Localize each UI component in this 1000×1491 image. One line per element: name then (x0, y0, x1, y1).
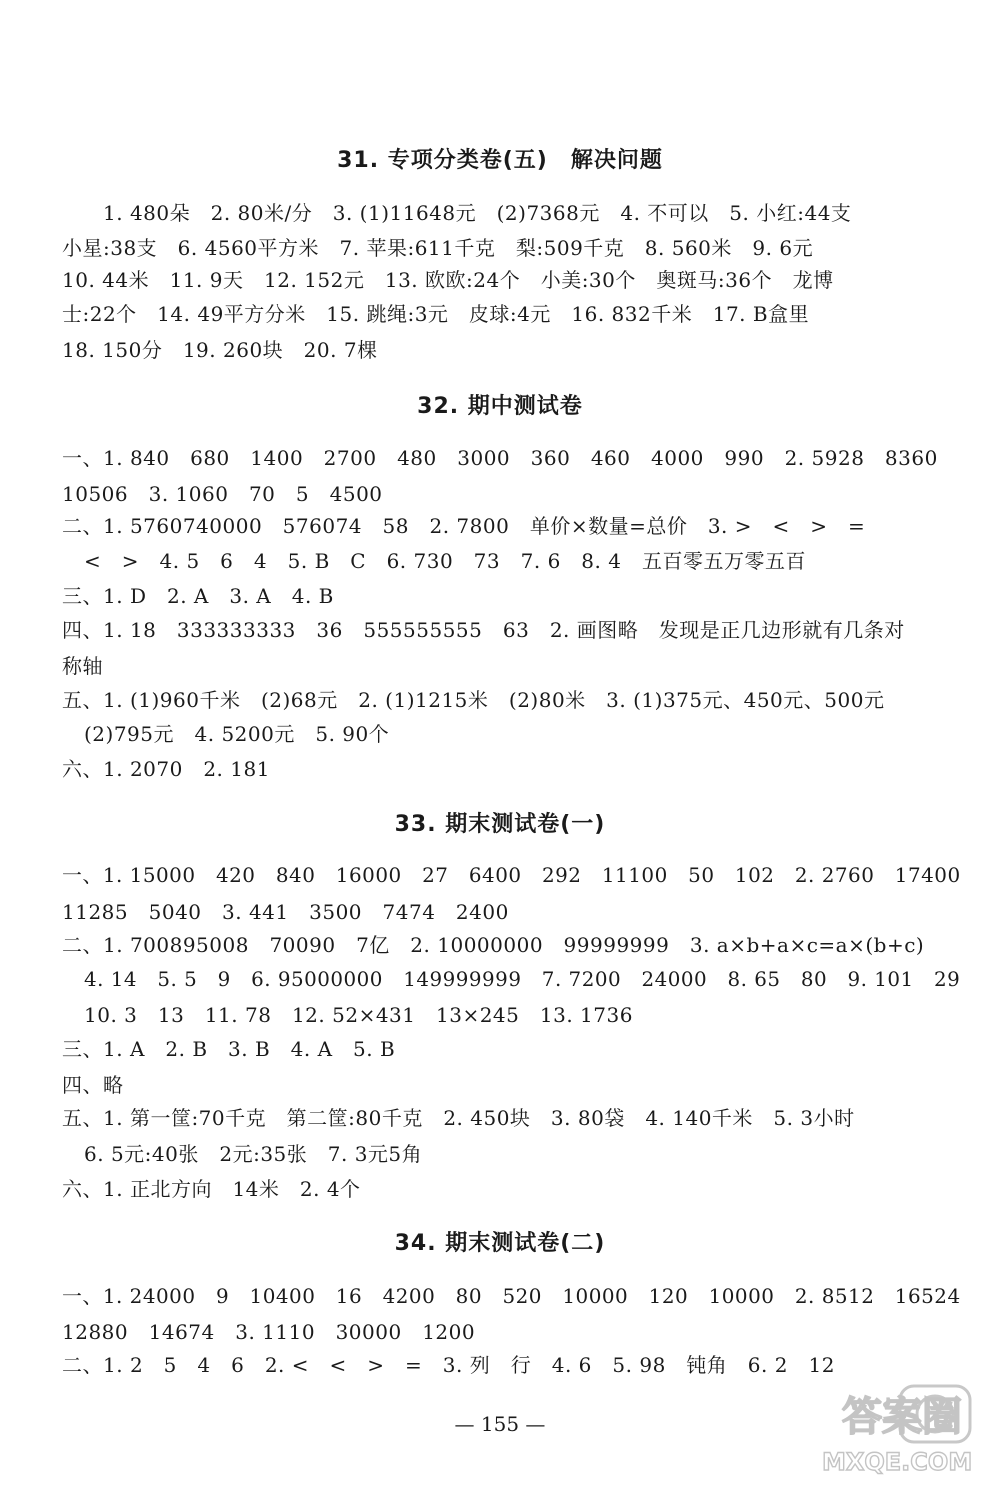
answer-line: 10. 3 13 11. 78 12. 52×431 13×245 13. 1736 (84, 1003, 633, 1027)
answer-line: 1. 480朵 2. 80米/分 3. (1)11648元 (2)7368元 4. 不可以 5. 小红:44支 (103, 201, 852, 225)
section-title: 33. 期末测试卷(一) (394, 812, 606, 837)
answer-line: 四、1. 18 333333333 36 555555555 63 2. 画图略 发现是正几边形就有几条对 (62, 618, 905, 642)
answer-line: 六、1. 2070 2. 181 (62, 757, 270, 781)
page-number: — 155 — (454, 1412, 546, 1436)
answer-line: 10. 44米 11. 9天 12. 152元 13. 欧欧:24个 小美:30个 奥斑马:36个 龙博 (62, 268, 834, 292)
answer-line: 二、1. 2 5 4 6 2. < < > = 3. 列 行 4. 6 5. 98 钝角 6. 2 12 (62, 1353, 835, 1377)
answer-line: (2)795元 4. 5200元 5. 90个 (84, 722, 390, 746)
section-title: 32. 期中测试卷 (417, 394, 583, 419)
answer-line: 六、1. 正北方向 14米 2. 4个 (62, 1177, 361, 1201)
answer-line: 6. 5元:40张 2元:35张 7. 3元5角 (84, 1142, 423, 1166)
svg-text:MXQE.COM: MXQE.COM (822, 1448, 973, 1476)
answer-line: 12880 14674 3. 1110 30000 1200 (62, 1320, 476, 1344)
answer-line: 二、1. 5760740000 576074 58 2. 7800 单价×数量=总价 3. > < > = (62, 514, 866, 538)
answer-line: 一、1. 15000 420 840 16000 27 6400 292 11100 50 102 2. 2760 17400 (62, 863, 961, 887)
answer-line: 二、1. 700895008 70090 7亿 2. 10000000 99999999 3. a×b+a×c=a×(b+c) (62, 933, 925, 957)
answer-line: 士:22个 14. 49平方分米 15. 跳绳:3元 皮球:4元 16. 832千米 17. B盒里 (62, 302, 810, 326)
answer-line: 一、1. 24000 9 10400 16 4200 80 520 10000 120 10000 2. 8512 16524 (62, 1284, 961, 1308)
watermark-logo (782, 1382, 982, 1477)
answer-line: 五、1. (1)960千米 (2)68元 2. (1)1215米 (2)80米 3. (1)375元、450元、500元 (62, 688, 885, 712)
answer-line: 三、1. D 2. A 3. A 4. B (62, 584, 334, 608)
watermark-logo-icon (782, 1382, 982, 1477)
section-title: 31. 专项分类卷(五) 解决问题 (337, 148, 663, 173)
answer-line: 11285 5040 3. 441 3500 7474 2400 (62, 900, 509, 924)
answer-line: 四、略 (62, 1073, 124, 1097)
answer-line: 4. 14 5. 5 9 6. 95000000 149999999 7. 7200 24000 8. 65 80 9. 101 29 (84, 967, 961, 991)
answer-line: 10506 3. 1060 70 5 4500 (62, 482, 383, 506)
answer-line: < > 4. 5 6 4 5. B C 6. 730 73 7. 6 8. 4 五百零五万零五百 (84, 549, 806, 573)
answer-line: 三、1. A 2. B 3. B 4. A 5. B (62, 1037, 396, 1061)
answer-line: 五、1. 第一筐:70千克 第二筐:80千克 2. 450块 3. 80袋 4. 140千米 5. 3小时 (62, 1106, 855, 1130)
answer-line: 小星:38支 6. 4560平方米 7. 苹果:611千克 梨:509千克 8. 560米 9. 6元 (62, 236, 814, 260)
answer-line: 一、1. 840 680 1400 2700 480 3000 360 460 4000 990 2. 5928 8360 (62, 446, 938, 470)
svg-text:答案圈: 答案圈 (842, 1394, 962, 1440)
answer-line: 18. 150分 19. 260块 20. 7棵 (62, 338, 378, 362)
section-title: 34. 期末测试卷(二) (394, 1231, 606, 1256)
answer-line: 称轴 (62, 654, 103, 678)
